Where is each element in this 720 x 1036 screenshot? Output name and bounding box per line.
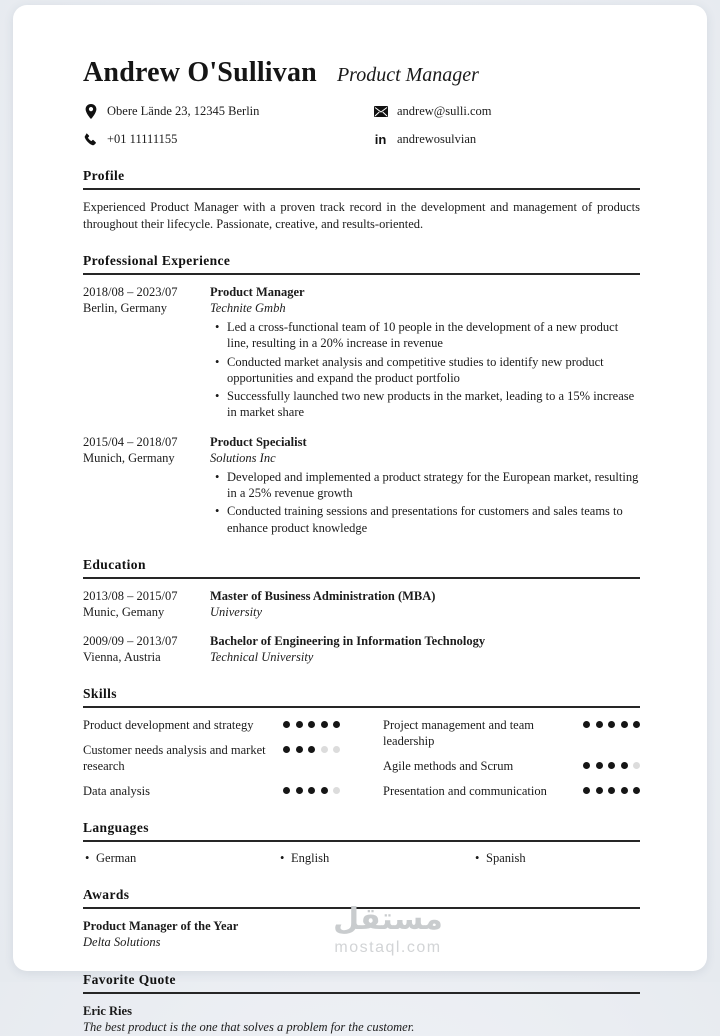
skill-item: [383, 717, 640, 749]
contact-phone-text: +01 11111155: [107, 132, 178, 146]
language-item: • English: [278, 851, 473, 866]
skill-rating: [583, 762, 640, 769]
skill-label: Presentation and communication: [383, 783, 547, 798]
phone-icon: [83, 132, 98, 147]
quote-entry: [83, 1003, 640, 1036]
section-heading-profile: Profile: [83, 168, 125, 183]
entry-dates-location: [83, 434, 210, 536]
award-title: Product Manager of the Year: [83, 918, 239, 933]
contact-address: [83, 104, 373, 119]
section-rule: [83, 840, 640, 842]
entry-company: Technite Gmbh: [210, 301, 286, 315]
entry-location: Berlin, Germany: [83, 301, 168, 315]
entry-dates: 2018/08 – 2023/07: [83, 285, 178, 299]
contact-phone: [83, 132, 373, 147]
skill-label: Product development and strategy: [83, 717, 254, 732]
experience-entry: [83, 284, 640, 421]
profile-text: Experienced Product Manager with a proven track record in the development and management of products throughout their lifecycle. Passionate, creative, and results-oriented.: [83, 200, 640, 231]
bullet-item: • Conducted market analysis and competitive studies to identify new product opportunities and expand the product portfolio: [210, 354, 640, 387]
header: [83, 57, 640, 89]
entry-body: [210, 284, 640, 421]
skill-rating: [583, 787, 640, 794]
entry-location: Vienna, Austria: [83, 649, 161, 664]
location-pin-icon: [83, 104, 98, 119]
bullet-item: • Led a cross-functional team of 10 people in the development of a new product line, resulting in a 20% increase in revenue: [210, 319, 640, 352]
education-entry: [83, 633, 640, 665]
school-name: University: [210, 604, 263, 619]
entry-body: [210, 434, 640, 536]
section-rule: [83, 188, 640, 190]
section-education: [83, 557, 640, 665]
section-heading-experience: Professional Experience: [83, 253, 231, 268]
language-item: • German: [83, 851, 278, 866]
skill-rating: [283, 721, 340, 728]
section-heading-education: Education: [83, 556, 146, 572]
section-heading-awards: Awards: [83, 886, 130, 902]
skill-item: [383, 758, 640, 774]
contact-linkedin-text: andrewosulvian: [397, 132, 477, 146]
skill-rating: [283, 787, 340, 794]
entry-body: [210, 588, 640, 620]
skill-label: Project management and team leadership: [383, 717, 534, 748]
award-entry: [83, 918, 640, 951]
degree-title: Master of Business Administration (MBA): [210, 588, 436, 603]
entry-dates-location: [83, 633, 210, 665]
section-experience: [83, 253, 640, 536]
skill-item: [383, 783, 640, 799]
skill-item: [83, 783, 340, 799]
quote-author: Eric Ries: [83, 1003, 132, 1018]
skill-label: Agile methods and Scrum: [383, 758, 514, 773]
person-name: Andrew O'Sullivan: [83, 57, 317, 88]
skills-column-right: [383, 717, 640, 799]
entry-body: [210, 633, 640, 665]
contact-email-text: andrew@sulli.com: [397, 104, 492, 118]
skill-label: Data analysis: [83, 783, 150, 798]
skills-grid: [83, 717, 640, 799]
section-rule: [83, 577, 640, 579]
skill-item: [83, 717, 340, 733]
quote-text: The best product is the one that solves a problem for the customer.: [83, 1020, 415, 1035]
bullet-item: • Successfully launched two new products in the market, leading to a 15% increase in market share: [210, 388, 640, 421]
resume-page: [13, 5, 707, 1035]
envelope-icon: [373, 104, 388, 119]
experience-entry: [83, 434, 640, 536]
entry-dates: 2009/09 – 2013/07: [83, 633, 178, 648]
skill-rating: [283, 746, 340, 753]
bullet-item: • Developed and implemented a product strategy for the European market, resulting in a 25% revenue growth: [210, 469, 640, 502]
section-rule: [83, 992, 640, 994]
skills-column-left: [83, 717, 340, 799]
entry-location: Munich, Germany: [83, 450, 175, 465]
section-rule: [83, 273, 640, 275]
section-rule: [83, 706, 640, 708]
skill-label: Customer needs analysis and market research: [83, 742, 266, 773]
entry-company: Solutions Inc: [210, 450, 276, 465]
entry-dates: 2015/04 – 2018/07: [83, 434, 178, 449]
watermark-arabic-text: مستقل: [333, 902, 443, 937]
section-rule: [83, 907, 640, 909]
entry-title: Product Specialist: [210, 434, 307, 449]
entry-title: Product Manager: [210, 285, 305, 299]
section-skills: [83, 686, 640, 799]
section-heading-skills: Skills: [83, 685, 117, 701]
award-org: Delta Solutions: [83, 935, 161, 950]
entry-dates-location: [83, 588, 210, 620]
watermark-domain-text: mostaql.com: [334, 939, 442, 956]
entry-bullets: [210, 469, 640, 536]
entry-bullets: [210, 319, 640, 421]
contact-info: [83, 104, 640, 147]
entry-location: Munic, Gemany: [83, 604, 165, 619]
entry-dates-location: [83, 284, 210, 421]
entry-dates: 2013/08 – 2015/07: [83, 588, 178, 603]
contact-address-text: Obere Lände 23, 12345 Berlin: [107, 104, 260, 118]
school-name: Technical University: [210, 649, 314, 664]
section-languages: [83, 820, 640, 866]
languages-list: [83, 851, 640, 866]
degree-title: Bachelor of Engineering in Information Technology: [210, 633, 486, 648]
education-entry: [83, 588, 640, 620]
skill-item: [83, 742, 340, 774]
linkedin-icon: in: [374, 132, 387, 147]
section-awards: [83, 887, 640, 951]
contact-email: [373, 104, 640, 119]
section-heading-quote: Favorite Quote: [83, 971, 176, 987]
language-item: • Spanish: [473, 851, 640, 866]
section-profile: [83, 168, 640, 232]
bullet-item: • Conducted training sessions and presentations for customers and sales teams to enhance product knowledge: [210, 503, 640, 536]
section-heading-languages: Languages: [83, 819, 149, 835]
contact-linkedin: [373, 132, 640, 147]
skill-rating: [583, 721, 640, 728]
person-job-title: Product Manager: [336, 64, 479, 86]
